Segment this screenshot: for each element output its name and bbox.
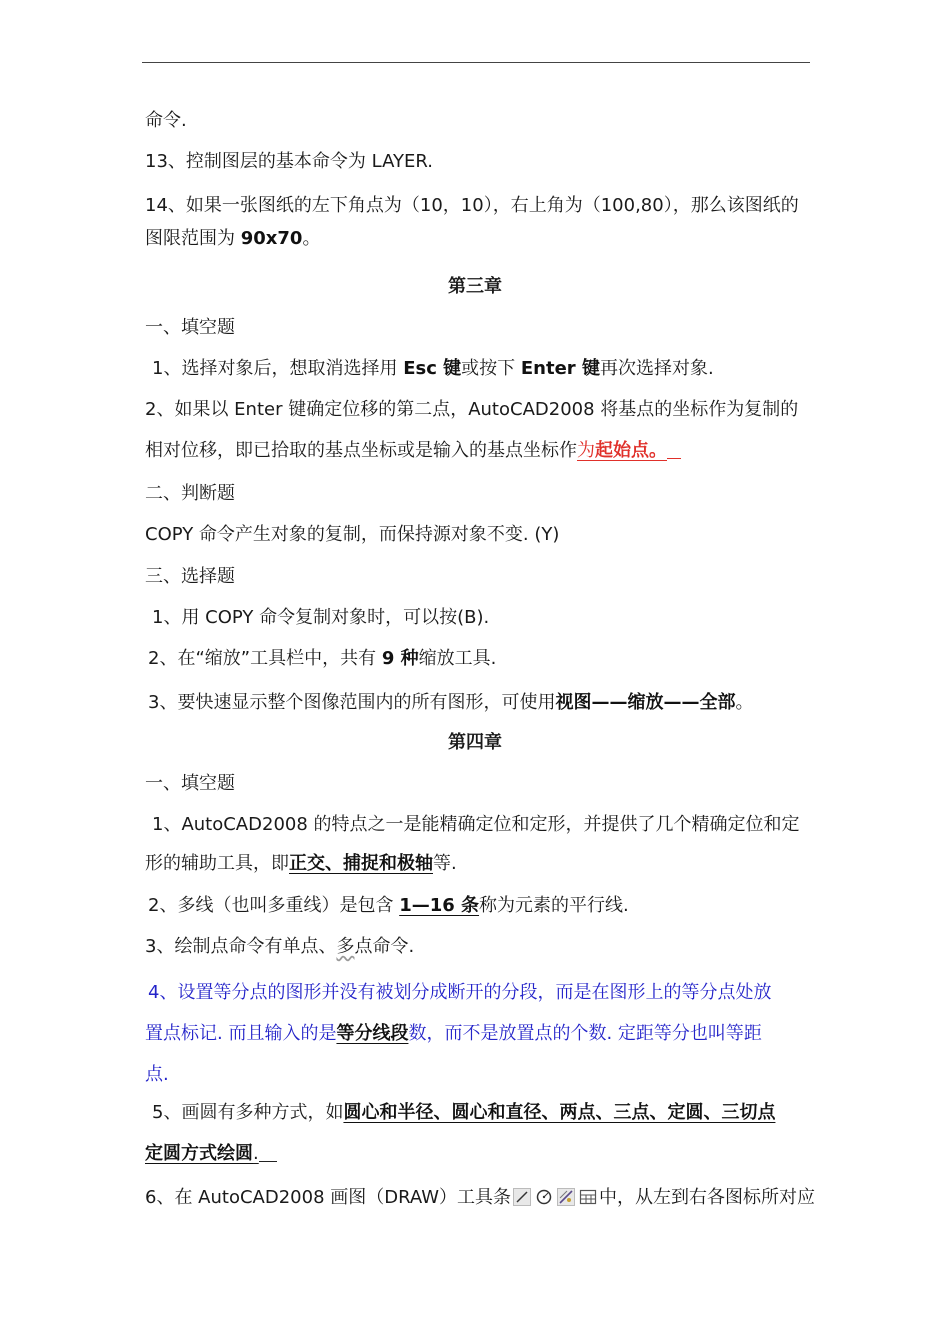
ch4-fill-4-cont: 置点标记. 而且输入的是等分线段数，而不是放置点的个数. 定距等分也叫等距 — [145, 1023, 762, 1044]
ch4-fill-5-cont: 定圆方式绘圆. — [145, 1141, 277, 1167]
ch4-fill-4-end: 点. — [145, 1064, 169, 1085]
ch4-fill-6: 6、在 AutoCAD2008 画图（DRAW）工具条 中，从左到右各图标所对应 — [145, 1187, 816, 1208]
answer-underline-2 — [259, 1143, 277, 1162]
line-command: 命令. — [145, 110, 187, 131]
circle-tool-icon — [535, 1188, 553, 1206]
header-rule — [142, 62, 810, 63]
section-true-false: 二、判断题 — [145, 483, 235, 504]
ch4-fill-2: 2、多线（也叫多重线）是包含 1—16 条称为元素的平行线. — [148, 895, 629, 916]
line-tool-icon — [513, 1188, 531, 1206]
chapter-3-heading: 第三章 — [448, 276, 502, 297]
ch3-fill-2: 2、如果以 Enter 键确定位移的第二点，AutoCAD2008 将基点的坐标作为复制的 — [145, 399, 799, 420]
ch4-fill-3: 3、绘制点命令有单点、多点命令. — [145, 936, 415, 957]
section-fill-blank-2: 一、填空题 — [145, 773, 235, 794]
table-tool-icon — [579, 1188, 597, 1206]
ch3-tf-1: COPY 命令产生对象的复制，而保持源对象不变. (Y) — [145, 524, 560, 545]
ch4-fill-5: 5、画圆有多种方式，如圆心和半径、圆心和直径、两点、三点、定圆、三切点 — [152, 1102, 776, 1123]
answer-underline — [667, 440, 681, 459]
ch3-choice-2: 2、在“缩放”工具栏中，共有 9 种缩放工具. — [148, 648, 497, 669]
ch3-choice-3: 3、要快速显示整个图像范围内的所有图形，可使用视图——缩放——全部。 — [148, 692, 754, 713]
ch4-fill-1-cont: 形的辅助工具，即正交、捕捉和极轴等. — [145, 853, 457, 874]
ch3-fill-2-cont: 相对位移，即已拾取的基点坐标或是输入的基点坐标作为起始点。 — [145, 438, 681, 464]
hatch-tool-icon — [557, 1188, 575, 1206]
item-13: 13、控制图层的基本命令为 LAYER. — [145, 151, 433, 172]
item-14-cont: 图限范围为 90x70。 — [145, 228, 321, 249]
section-fill-blank: 一、填空题 — [145, 317, 235, 338]
chapter-4-heading: 第四章 — [448, 732, 502, 753]
ch4-fill-1: 1、AutoCAD2008 的特点之一是能精确定位和定形，并提供了几个精确定位和定 — [152, 814, 800, 835]
section-choice: 三、选择题 — [145, 566, 235, 587]
item-14: 14、如果一张图纸的左下角点为（10，10），右上角为（100,80），那么该图纸的 — [145, 195, 799, 216]
ch4-fill-4: 4、设置等分点的图形并没有被划分成断开的分段，而是在图形上的等分点处放 — [148, 982, 772, 1003]
ch3-choice-1: 1、用 COPY 命令复制对象时，可以按(B). — [152, 607, 490, 628]
ch3-fill-1: 1、选择对象后，想取消选择用 Esc 键或按下 Enter 键再次选择对象. — [152, 358, 714, 379]
